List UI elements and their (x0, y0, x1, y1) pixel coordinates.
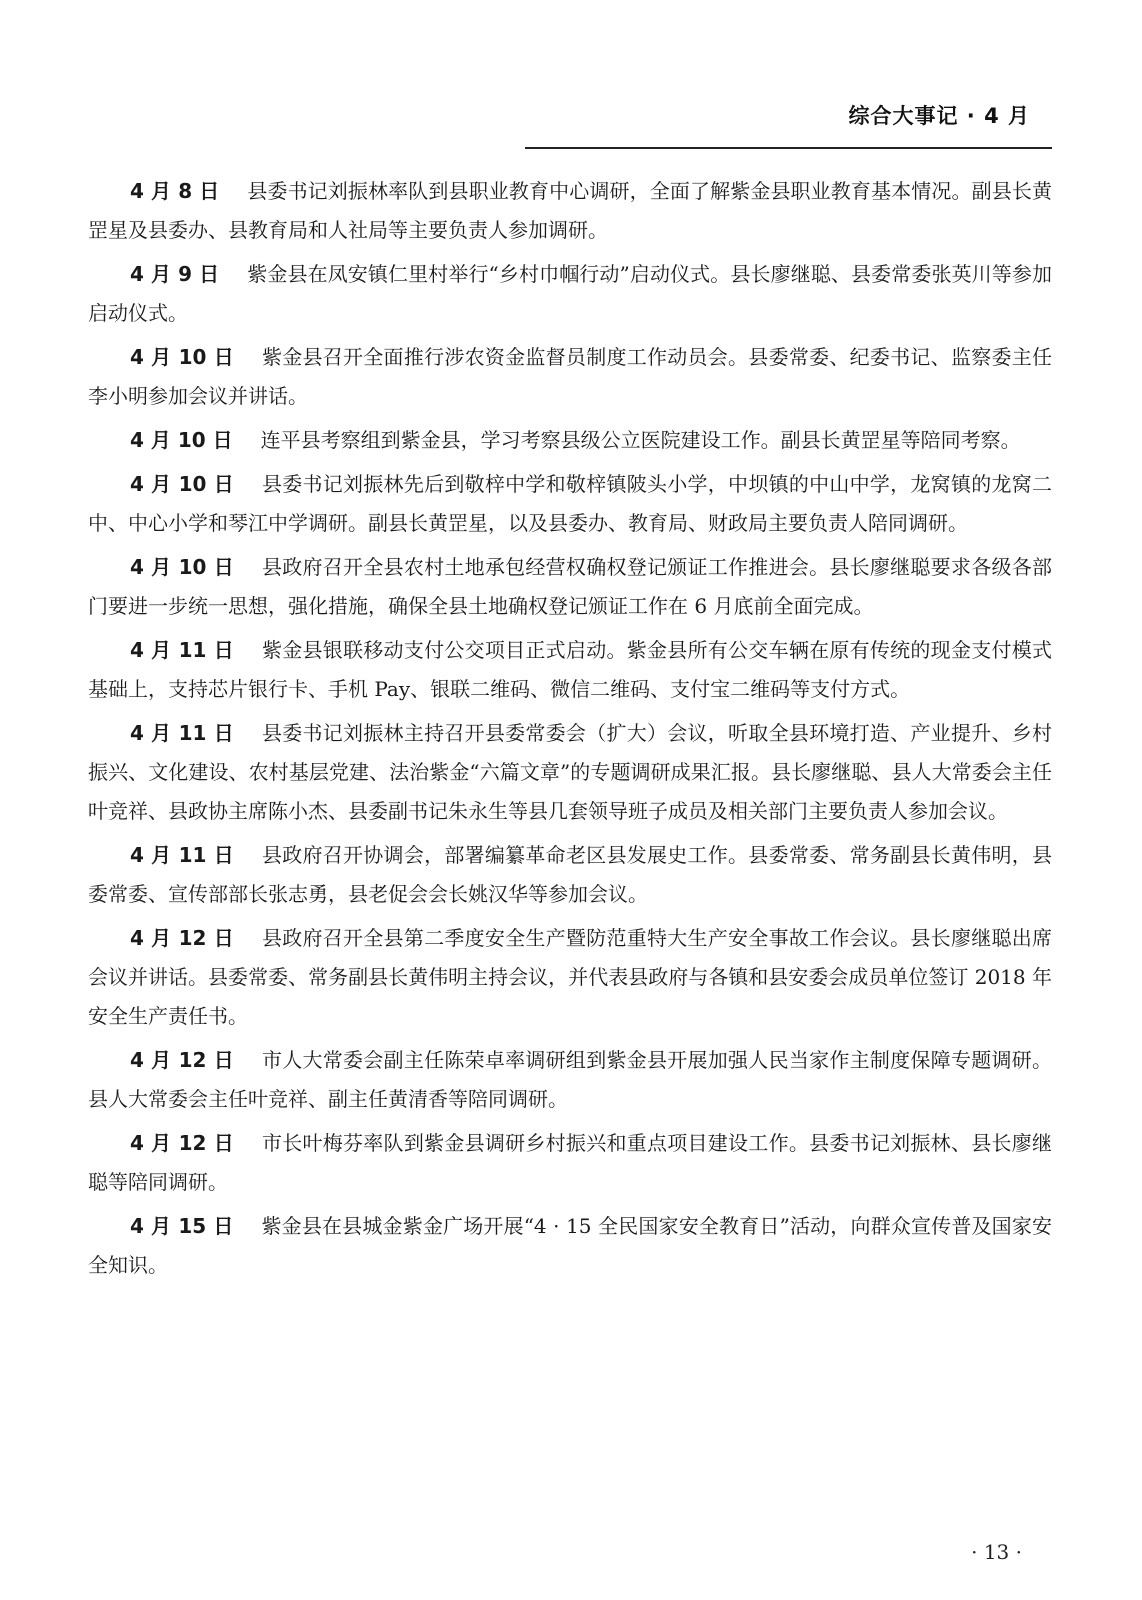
entry-text: 县委书记刘振林主持召开县委常委会（扩大）会议，听取全县环境打造、产业提升、乡村振兴、文化建设、农村基层党建、法治紫金“六篇文章”的专题调研成果汇报。县长廖继聪、县人大常委会主任叶竞祥、县政协主席陈小杰、县委副书记朱永生等县几套领导班子成员及相关部门主要负责人参加会议。 (88, 721, 1053, 823)
chronicle-entry (88, 548, 1052, 626)
entry-date: 4 月 10 日 (130, 555, 234, 579)
entry-date: 4 月 11 日 (130, 638, 234, 662)
page-number: · 13 · (971, 1540, 1022, 1564)
entry-text: 县委书记刘振林率队到县职业教育中心调研，全面了解紫金县职业教育基本情况。副县长黄罡星及县委办、县教育局和人社局等主要负责人参加调研。 (88, 179, 1052, 242)
entry-text: 紫金县银联移动支付公交项目正式启动。紫金县所有公交车辆在原有传统的现金支付模式基础上，支持芯片银行卡、手机 Pay、银联二维码、微信二维码、支付宝二维码等支付方式。 (88, 638, 1053, 701)
chronicle-entry (88, 631, 1052, 709)
chronicle-entry (88, 714, 1052, 831)
running-head: 综合大事记 · 4 月 (848, 104, 1030, 128)
chronicle-entry (88, 1207, 1052, 1285)
entry-date: 4 月 9 日 (130, 262, 220, 286)
entry-date: 4 月 10 日 (130, 345, 234, 369)
chronicle-entry (88, 255, 1052, 333)
entry-text: 县政府召开协调会，部署编纂革命老区县发展史工作。县委常委、常务副县长黄伟明，县委常委、宣传部部长张志勇，县老促会会长姚汉华等参加会议。 (88, 843, 1053, 906)
entry-date: 4 月 10 日 (130, 472, 234, 496)
entry-date: 4 月 8 日 (130, 179, 220, 203)
entry-date: 4 月 11 日 (130, 843, 234, 867)
entry-date: 4 月 15 日 (130, 1214, 234, 1238)
entry-text: 紫金县召开全面推行涉农资金监督员制度工作动员会。县委常委、纪委书记、监察委主任李小明参加会议并讲话。 (88, 345, 1053, 408)
entry-text: 县政府召开全县农村土地承包经营权确权登记颁证工作推进会。县长廖继聪要求各级各部门要进一步统一思想，强化措施，确保全县土地确权登记颁证工作在 6 月底前全面完成。 (88, 555, 1053, 618)
chronicle-entry (88, 836, 1052, 914)
chronicle-entry (88, 421, 1052, 460)
chronicle-entry (88, 172, 1052, 250)
entry-text: 县委书记刘振林先后到敬梓中学和敬梓镇陂头小学，中坝镇的中山中学，龙窝镇的龙窝二中、中心小学和琴江中学调研。副县长黄罡星，以及县委办、教育局、财政局主要负责人陪同调研。 (88, 472, 1053, 535)
chronicle-entry (88, 1124, 1052, 1202)
chronicle-entry (88, 338, 1052, 416)
entry-text: 紫金县在县城金紫金广场开展“4 · 15 全民国家安全教育日”活动，向群众宣传普及国家安全知识。 (88, 1214, 1053, 1277)
entry-date: 4 月 12 日 (130, 1048, 234, 1072)
entry-text: 县政府召开全县第二季度安全生产暨防范重特大生产安全事故工作会议。县长廖继聪出席会议并讲话。县委常委、常务副县长黄伟明主持会议，并代表县政府与各镇和县安委会成员单位签订 2018 年安全生产责任书。 (88, 926, 1053, 1028)
chronicle-entries (88, 172, 1052, 1290)
chronicle-entry (88, 919, 1052, 1036)
entry-text: 市人大常委会副主任陈荣卓率调研组到紫金县开展加强人民当家作主制度保障专题调研。县人大常委会主任叶竞祥、副主任黄清香等陪同调研。 (88, 1048, 1053, 1111)
chronicle-entry (88, 465, 1052, 543)
chronicle-entry (88, 1041, 1052, 1119)
header-rule (525, 147, 1052, 149)
entry-date: 4 月 12 日 (130, 1131, 234, 1155)
entry-date: 4 月 10 日 (130, 428, 233, 452)
entry-date: 4 月 12 日 (130, 926, 234, 950)
entry-text: 市长叶梅芬率队到紫金县调研乡村振兴和重点项目建设工作。县委书记刘振林、县长廖继聪等陪同调研。 (88, 1131, 1053, 1194)
entry-text: 紫金县在凤安镇仁里村举行“乡村巾帼行动”启动仪式。县长廖继聪、县委常委张英川等参加启动仪式。 (88, 262, 1052, 325)
entry-text: 连平县考察组到紫金县，学习考察县级公立医院建设工作。副县长黄罡星等陪同考察。 (260, 428, 1021, 452)
entry-date: 4 月 11 日 (130, 721, 234, 745)
